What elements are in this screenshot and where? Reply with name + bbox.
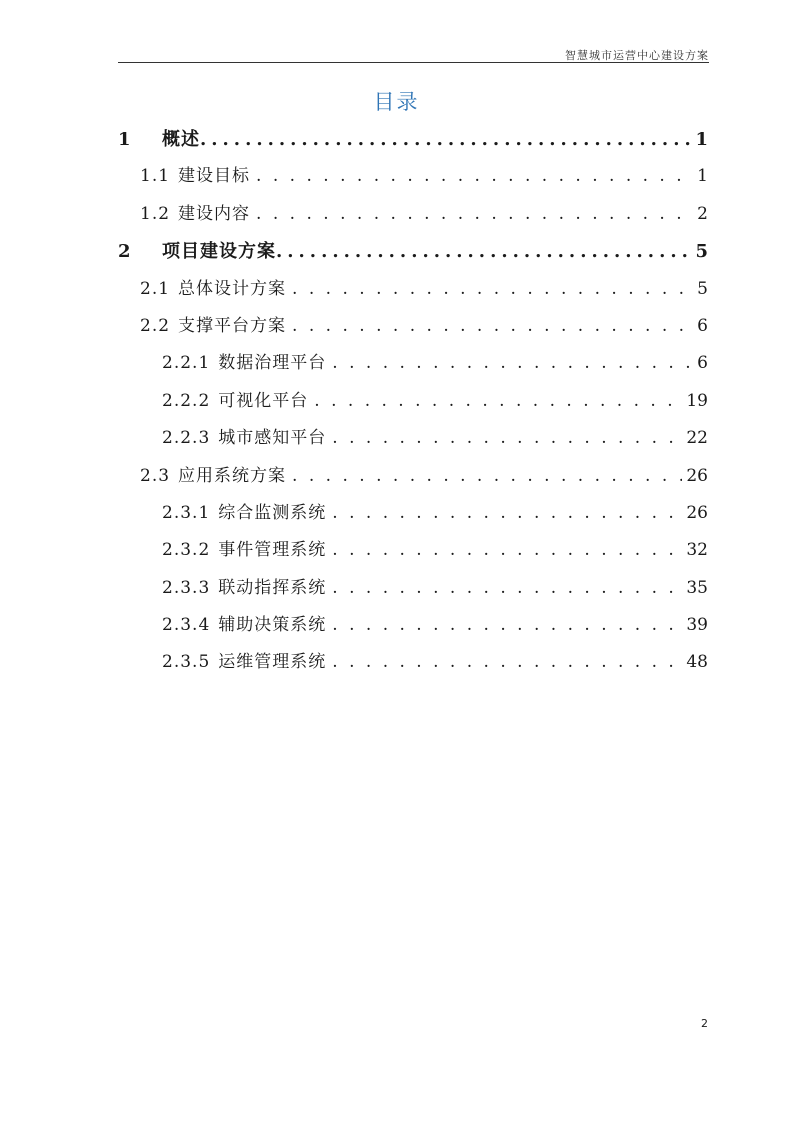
toc-entry-number: 2.3.1: [162, 502, 211, 523]
toc-entry-number: 1: [118, 129, 132, 150]
toc-entry-number: 2: [118, 241, 132, 263]
toc-entry-title: 运维管理系统: [218, 652, 327, 673]
toc-entry[interactable]: [118, 495, 708, 532]
toc-entry-number: 1.2: [140, 203, 171, 224]
toc-entry-page: 1: [695, 129, 708, 150]
toc-entry[interactable]: [118, 644, 708, 681]
toc-entry-title: 综合监测系统: [218, 502, 327, 523]
toc-dot-leader: [332, 570, 682, 607]
page-number: 2: [701, 1017, 708, 1030]
header-divider: [118, 62, 709, 63]
toc-dot-leader: [332, 345, 693, 382]
toc-entry[interactable]: [118, 158, 708, 195]
toc-entry-title: 可视化平台: [218, 390, 309, 411]
toc-entry-number: 2.3.4: [162, 615, 211, 636]
toc-entry-title: 支撑平台方案: [178, 315, 287, 336]
toc-entry[interactable]: [118, 458, 708, 495]
toc-entry-page: 6: [697, 353, 708, 374]
toc-entry-page: 26: [686, 502, 708, 523]
toc-entry-page: 1: [697, 166, 708, 187]
toc-dot-leader: [256, 196, 693, 233]
toc-entry[interactable]: [118, 271, 708, 308]
toc-dot-leader: [332, 644, 682, 681]
toc-entry-page: 5: [697, 278, 708, 299]
toc-dot-leader: [332, 495, 682, 532]
toc-entry-page: 2: [697, 203, 708, 224]
toc-entry-title: 项目建设方案: [162, 241, 276, 263]
toc-entry[interactable]: [118, 233, 708, 270]
toc-dot-leader: [332, 532, 682, 569]
toc-entry-page: 32: [686, 540, 708, 561]
toc-entry-page: 48: [686, 652, 708, 673]
table-of-contents: [118, 121, 708, 682]
toc-title: 目录: [373, 90, 420, 114]
toc-dot-leader: [314, 383, 682, 420]
toc-entry-title: 应用系统方案: [178, 465, 287, 486]
toc-entry-title: 建设目标: [178, 166, 251, 187]
toc-entry[interactable]: [118, 345, 708, 382]
toc-entry-title: 数据治理平台: [218, 353, 327, 374]
toc-entry-number: 2.3.5: [162, 652, 211, 673]
toc-dot-leader: [292, 458, 682, 495]
toc-entry[interactable]: [118, 383, 708, 420]
toc-entry-title: 辅助决策系统: [218, 615, 327, 636]
toc-entry-title: 事件管理系统: [218, 540, 327, 561]
toc-entry-number: 1.1: [140, 166, 171, 187]
toc-entry-number: 2.3.3: [162, 577, 211, 598]
toc-dot-leader: [256, 158, 693, 195]
toc-entry-title: 建设内容: [178, 203, 251, 224]
toc-entry-title: 总体设计方案: [178, 278, 287, 299]
toc-entry[interactable]: [118, 420, 708, 457]
toc-entry-number: 2.2.1: [162, 353, 211, 374]
toc-entry-title: 联动指挥系统: [218, 577, 327, 598]
toc-entry-page: 26: [686, 465, 708, 486]
toc-entry-number: 2.1: [140, 278, 171, 299]
toc-entry[interactable]: [118, 607, 708, 644]
toc-entry-title: 概述: [162, 129, 200, 150]
toc-entry-number: 2.3.2: [162, 540, 211, 561]
toc-entry[interactable]: [118, 308, 708, 345]
toc-entry-page: 39: [686, 615, 708, 636]
toc-dot-leader: [332, 607, 682, 644]
toc-entry-number: 2.3: [140, 465, 171, 486]
toc-entry[interactable]: [118, 121, 708, 158]
toc-entry-page: 19: [686, 390, 708, 411]
toc-dot-leader: [200, 121, 691, 158]
toc-entry-number: 2.2: [140, 315, 171, 336]
toc-entry-title: 城市感知平台: [218, 428, 327, 449]
toc-dot-leader: [332, 420, 682, 457]
toc-entry[interactable]: [118, 196, 708, 233]
toc-dot-leader: [292, 271, 693, 308]
toc-entry-number: 2.2.3: [162, 428, 211, 449]
toc-entry-page: 5: [695, 241, 708, 263]
toc-entry-page: 35: [686, 577, 708, 598]
toc-entry[interactable]: [118, 532, 708, 569]
running-header: 智慧城市运营中心建设方案: [565, 49, 709, 62]
toc-dot-leader: [292, 308, 693, 345]
toc-entry-page: 22: [686, 428, 708, 449]
toc-dot-leader: [276, 233, 691, 270]
toc-entry-page: 6: [697, 315, 708, 336]
toc-entry-number: 2.2.2: [162, 390, 211, 411]
toc-entry[interactable]: [118, 570, 708, 607]
